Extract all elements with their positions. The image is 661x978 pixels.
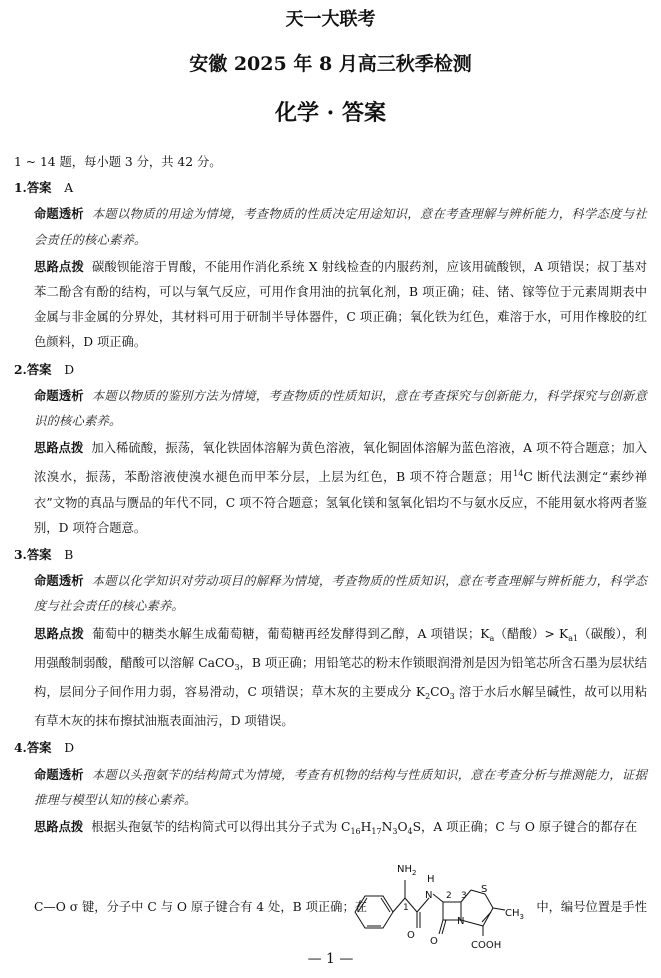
- caco3-subscript: 3: [234, 662, 240, 672]
- answer-label: 答案: [26, 180, 52, 196]
- question-2-answer-line: [14, 357, 647, 383]
- page-number: — 1 —: [307, 951, 354, 967]
- section-intro: 1 ~ 14 题，每小题 3 分，共 42 分。: [14, 155, 222, 169]
- exam-organizer-title: 天一大联考: [285, 9, 376, 30]
- formula-sub-h: 17: [371, 827, 382, 837]
- hint-text-b: （醋酸）> K: [494, 626, 569, 641]
- question-number: 1.: [14, 180, 27, 196]
- answer-value: B: [64, 548, 74, 563]
- question-2: [14, 357, 647, 541]
- hint-label: 思路点拨: [34, 258, 85, 274]
- subject-title: 化学 · 答案: [275, 100, 386, 126]
- hint-line2-left: C—O σ 键，分子中 C 与 O 原子键合有 4 处，B 项正确；在: [34, 900, 368, 914]
- hint-text-b: H: [360, 820, 372, 835]
- ring-n-label: N: [457, 916, 465, 927]
- answer-value: A: [64, 181, 74, 196]
- formula-sub-o: 4: [407, 827, 413, 837]
- k2-subscript: 2: [425, 692, 431, 702]
- question-1-answer-line: [14, 175, 647, 201]
- ka1-subscript: a1: [568, 633, 579, 643]
- answer-label: 答案: [26, 740, 52, 756]
- question-3-answer-line: [14, 542, 647, 568]
- position-2-label: 2: [446, 891, 452, 901]
- question-3-hint: [14, 621, 647, 735]
- answer-value: D: [64, 362, 75, 377]
- hint-line2-right: 中，编号位置是手性: [536, 900, 647, 914]
- analysis-text: 本题以头孢氨苄的结构简式为情境，考查有机物的结构与性质知识，意在考查分析与推测能力，证据推理与模型认知的核心素养。: [34, 767, 647, 807]
- question-4-hint-continued: [14, 895, 647, 955]
- ring-s-label: S: [481, 884, 488, 895]
- methyl-label: $CH_3$: [505, 908, 524, 921]
- question-1-hint: [14, 254, 647, 356]
- hint-text-a: 葡萄中的糖类水解生成葡萄糖，葡萄糖再经发酵得到乙醇，A 项错误；K: [92, 626, 490, 641]
- analysis-text: 本题以物质的用途为情境，考查物质的性质决定用途知识，意在考查理解与辨析能力，科学态度与社会责任的核心素养。: [34, 207, 647, 247]
- question-number: 4.: [14, 740, 27, 756]
- answer-label: 答案: [26, 361, 52, 377]
- ka-subscript: a: [489, 633, 495, 643]
- hint-text-c: N: [381, 820, 393, 835]
- question-number: 2.: [14, 361, 27, 377]
- hint-text-d: ，B 项正确；用铅笔芯的粉末作锁眼润滑剂是因为铅笔芯所含石墨为层状结构，层间分子间作用力弱，容易滑动，C 项错误；草木灰的主要成分 K: [34, 655, 647, 700]
- question-1: [14, 175, 647, 355]
- carboxyl-label: COOH: [471, 940, 502, 950]
- question-1-analysis: [14, 201, 647, 252]
- lactam-o-label: O: [430, 936, 438, 947]
- co3-subscript: 3: [449, 692, 455, 702]
- analysis-label: 命题透析: [34, 206, 84, 222]
- hint-text: 碳酸钡能溶于胃酸，不能用作消化系统 X 射线检查的内服药剂，应该用硫酸钡，A 项错误；叔丁基对苯二酚含有酚的结构，可以与氧气反应，可用作食用油的抗氧化剂，B 项正确；硅、锗、镓等位于元素周期表中金属与非金属的分界处，其材料可用于研制半导体器件，C 项正确；氧化铁为红色，难溶于水，可用作橡胶的红色颜料，D 项正确。: [34, 259, 647, 350]
- answer-body: [14, 150, 647, 845]
- position-3-label: 3: [461, 891, 467, 901]
- hint-text-a: 加入稀硫酸，振荡，氧化铁固体溶解为黄色溶液，氧化铜固体溶解为蓝色溶液，A 项不符合题意；加入浓溴水，振荡，苯酚溶液使溴水褪色而甲苯分层，上层为红色，B 项不符合题意；用: [34, 441, 647, 485]
- hint-label: 思路点拨: [34, 625, 85, 641]
- analysis-text: 本题以化学知识对劳动项目的解释为情境，考查物质的性质知识，意在考查理解与辨析能力，科学态度与社会责任的核心素养。: [34, 574, 647, 614]
- hint-text-e: S，A 项正确；C 与 O 原子键合的都存在: [412, 820, 638, 835]
- hint-label: 思路点拨: [34, 819, 84, 835]
- position-1-label: 1: [403, 903, 409, 913]
- hint-text-d: O: [397, 820, 408, 835]
- question-4-hint: [14, 814, 647, 844]
- question-3: [14, 542, 647, 734]
- question-2-hint: [14, 435, 647, 541]
- analysis-label: 命题透析: [34, 766, 84, 782]
- question-3-analysis: [14, 568, 647, 619]
- question-4: [14, 735, 647, 844]
- analysis-label: 命题透析: [34, 387, 84, 403]
- nh-h-label: H: [427, 874, 435, 885]
- analysis-label: 命题透析: [34, 573, 84, 589]
- formula-sub-c: 16: [350, 827, 361, 837]
- exam-title: 安徽 2025 年 8 月高三秋季检测: [189, 53, 472, 75]
- question-4-answer-line: [14, 735, 647, 761]
- answer-value: D: [64, 741, 75, 756]
- hint-text-f: 溶于水后水解呈碱性，故可以用粘有草木灰的抹布擦拭油瓶表面油污，D 项错误。: [34, 685, 647, 729]
- nh2-label: $NH_2$: [397, 864, 417, 877]
- question-number: 3.: [14, 547, 27, 563]
- amide-n-label: N: [425, 890, 433, 901]
- question-4-analysis: [14, 762, 647, 813]
- question-2-analysis: [14, 383, 647, 434]
- hint-text-e: CO: [430, 685, 450, 700]
- hint-label: 思路点拨: [34, 440, 84, 456]
- answer-label: 答案: [26, 547, 52, 563]
- formula-sub-n: 3: [392, 827, 398, 837]
- hint-text-a: 根据头孢氨苄的结构简式可以得出其分子式为 C: [91, 820, 351, 835]
- carbonyl-o-label: O: [407, 930, 415, 941]
- analysis-text: 本题以物质的鉴别方法为情境，考查物质的性质知识，意在考查探究与创新能力，科学探究与创新意识的核心素养。: [34, 388, 647, 429]
- hint-text-c: （碳酸），利用强酸制弱酸，醋酸可以溶解 CaCO: [34, 626, 647, 670]
- isotope-superscript: 14: [513, 469, 524, 479]
- hint-text-b: C 断代法测定“素纱禅衣”文物的真品与赝品的年代不同，C 项不符合题意；氢氧化镁和氢氧化铝均不与氨水反应，不能用氨水将两者鉴别，D 项符合题意。: [34, 470, 648, 535]
